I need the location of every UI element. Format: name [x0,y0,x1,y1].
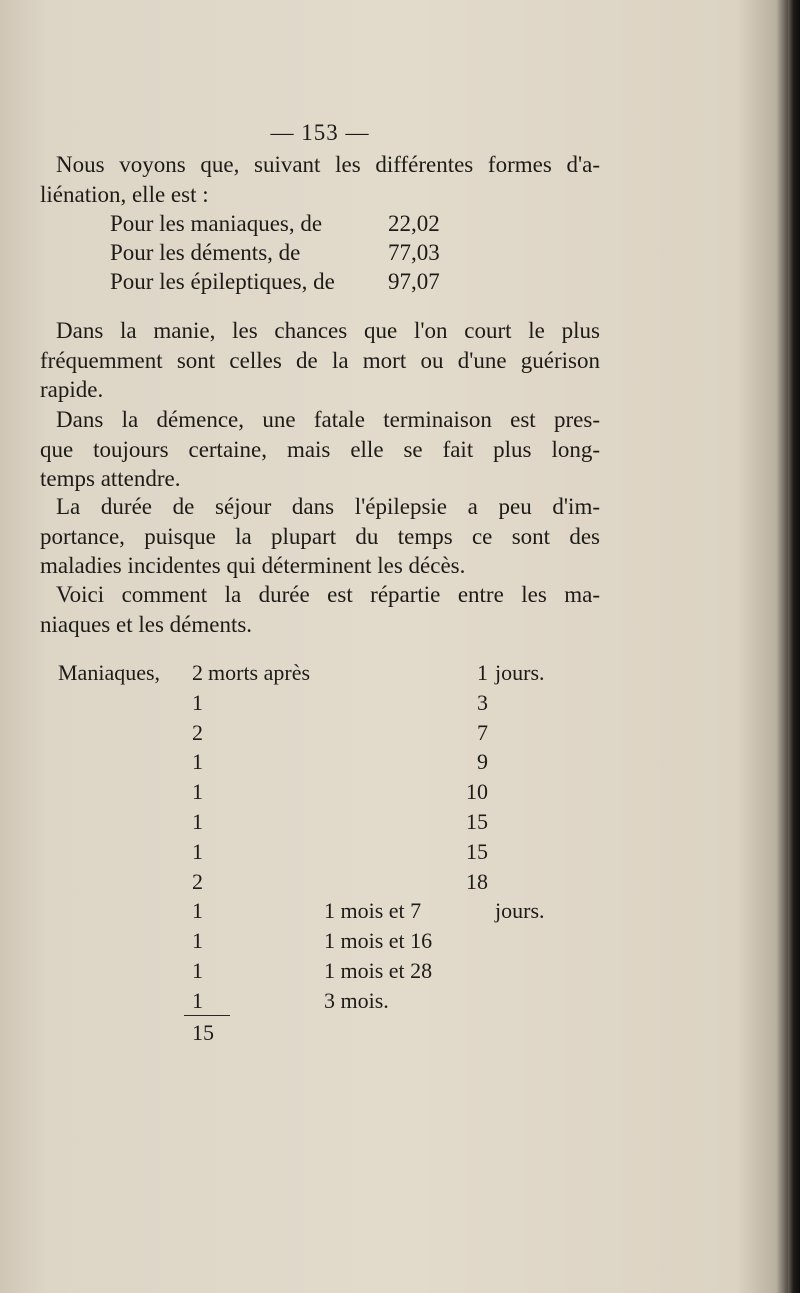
text-line: maladies incidentes qui déterminent les décès. [40,553,466,578]
table-duration: 1 [477,660,488,685]
table-unit: jours. [495,898,545,924]
table-duration: 15 [466,809,488,834]
table-duration: 1 mois et 7 [324,898,422,924]
table-count: 1 [192,928,203,954]
table-count: 2 [192,868,203,894]
rate-label: Pour les épileptiques, de [110,269,335,294]
text-line: liénation, elle est : [40,181,209,207]
table-duration: 15 [466,838,488,864]
text-line: Voici comment la durée est répartie entre les ma- [56,582,600,607]
table-header-phrase: morts après [208,660,311,685]
table-count: 2 [192,719,203,745]
table-count: 1 [192,779,203,805]
table-duration: 1 mois et 28 [324,958,433,983]
text-line: niaques et les déments. [40,611,253,637]
table-count: 1 [192,689,203,715]
table-duration: 1 mois et 16 [324,928,433,954]
table-count: 1 [192,898,203,924]
paragraph-repartition [40,580,600,639]
table-duration: 3 mois. [324,987,389,1013]
text-line: La durée de séjour dans l'épilepsie a peu d'im- [56,494,600,519]
rate-value: 97,07 [388,269,440,294]
paragraph-manie [40,316,600,405]
table-count: 1 [192,749,203,775]
table-count: 1 [192,958,203,983]
table-count: 2 [192,660,203,685]
rate-label: Pour les déments, de [110,240,301,265]
text-line: temps attendre. [40,466,181,491]
table-duration: 18 [466,868,488,894]
page-number: — 153 — [270,120,370,145]
page-edge-shadow [788,0,800,1293]
paragraph-epilepsie [40,492,600,581]
table-unit: jours. [495,660,545,685]
table-count: 1 [192,838,203,864]
sum-rule [184,1015,230,1016]
table-row-label: Maniaques, [58,660,161,685]
text-line: rapide. [40,377,104,402]
table-duration: 3 [477,689,488,715]
table-duration: 7 [477,719,488,745]
intro-paragraph [40,150,600,209]
text-line: Dans la manie, les chances que l'on court le plus [56,318,600,343]
text-line: portance, puisque la plupart du temps ce sont des [40,523,600,549]
table-duration: 9 [477,749,488,775]
text-line: Dans la démence, une fatale terminaison est pres- [56,407,600,432]
text-line: Nous voyons que, suivant les différentes formes d'a- [56,152,600,177]
table-count: 1 [192,809,203,834]
table-duration: 10 [466,779,488,805]
paragraph-demence [40,405,600,494]
text-line: que toujours certaine, mais elle se fait plus long- [40,436,600,462]
text-line: fréquemment sont celles de la mort ou d'une guérison [40,347,600,373]
table-count: 1 [192,987,203,1013]
rate-value: 77,03 [388,240,440,265]
rate-label: Pour les maniaques, de [110,211,323,236]
table-total: 15 [192,1020,214,1045]
rate-value: 22,02 [388,211,440,236]
